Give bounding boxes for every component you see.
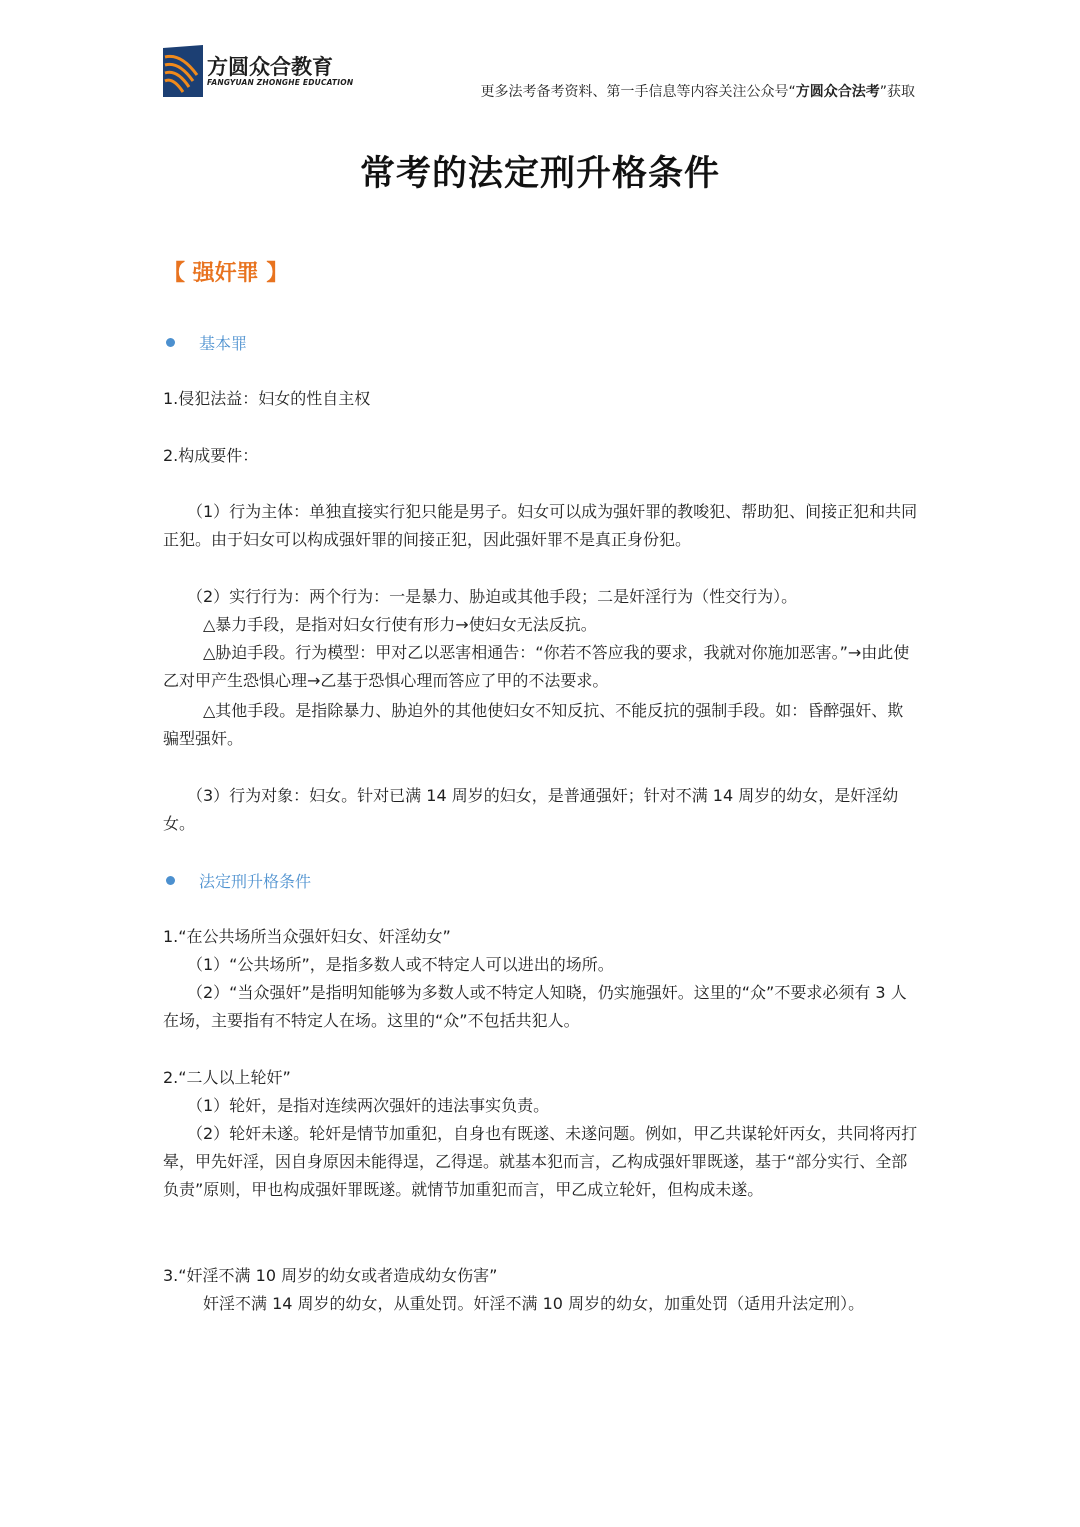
section-heading: 【 强奸罪 】	[163, 261, 289, 286]
logo-name-cn: 方圆众合教育	[207, 55, 333, 79]
paragraph: （1）“公共场所”，是指多数人或不特定人可以进出的场所。	[187, 955, 614, 974]
paragraph: （1）行为主体：单独直接实行犯只能是男子。妇女可以成为强奸罪的教唆犯、帮助犯、间接正犯和共同正犯。由于妇女可以构成强奸罪的间接正犯，因此强奸罪不是真正身份犯。	[163, 502, 918, 549]
header-note: 更多法考备考资料、第一手信息等内容关注公众号“方圆众合法考”获取	[480, 84, 915, 100]
paragraph: 3.“奸淫不满 10 周岁的幼女或者造成幼女伤害”	[163, 1266, 498, 1285]
paragraph: （2）轮奸未遂。轮奸是情节加重犯，自身也有既遂、未遂问题。例如，甲乙共谋轮奸丙女，共同将丙打晕，甲先奸淫，因自身原因未能得逞，乙得逞。就基本犯而言，乙构成强奸罪既遂，基于“部分实行、全部负责”原则，甲也构成强奸罪既遂。就情节加重犯而言，甲乙成立轮奸，但构成未遂。	[163, 1124, 918, 1199]
paragraph: △胁迫手段。行为模型：甲对乙以恶害相通告：“你若不答应我的要求，我就对你施加恶害。”→由此使乙对甲产生恐惧心理→乙基于恐惧心理而答应了甲的不法要求。	[163, 643, 910, 690]
bullet-dot-icon	[166, 338, 175, 347]
logo-name-en: FANGYUAN ZHONGHE EDUCATION	[207, 78, 354, 87]
paragraph: （2）“当众强奸”是指明知能够为多数人或不特定人知晓，仍实施强奸。这里的“众”不要求必须有 3 人在场，主要指有不特定人在场。这里的“众”不包括共犯人。	[163, 983, 907, 1030]
logo-emblem-icon	[163, 45, 203, 97]
paragraph: △暴力手段，是指对妇女行使有形力→使妇女无法反抗。	[203, 615, 597, 634]
page-title: 常考的法定刑升格条件	[359, 154, 720, 194]
company-logo	[163, 45, 354, 100]
paragraph: （3）行为对象：妇女。针对已满 14 周岁的妇女，是普通强奸；针对不满 14 周岁的幼女，是奸淫幼女。	[163, 786, 899, 833]
paragraph: 2.“二人以上轮奸”	[163, 1068, 291, 1087]
paragraph: 奸淫不满 14 周岁的幼女，从重处罚。奸淫不满 10 周岁的幼女，加重处罚（适用升法定刑）。	[203, 1294, 865, 1313]
bullet-dot-icon	[166, 876, 175, 885]
paragraph: （2）实行行为：两个行为：一是暴力、胁迫或其他手段；二是奸淫行为（性交行为）。	[187, 587, 798, 606]
subheading-aggravated: 法定刑升格条件	[166, 869, 311, 892]
paragraph: 1.“在公共场所当众强奸妇女、奸淫幼女”	[163, 927, 451, 946]
paragraph: 1.侵犯法益：妇女的性自主权	[163, 389, 371, 408]
paragraph: △其他手段。是指除暴力、胁迫外的其他使妇女不知反抗、不能反抗的强制手段。如：昏醉强奸、欺骗型强奸。	[163, 701, 904, 748]
paragraph: （1）轮奸，是指对连续两次强奸的违法事实负责。	[187, 1096, 550, 1115]
paragraph: 2.构成要件：	[163, 446, 259, 465]
wechat-account: 方圆众合法考	[795, 84, 880, 100]
subheading-basic: 基本罪	[166, 331, 247, 354]
